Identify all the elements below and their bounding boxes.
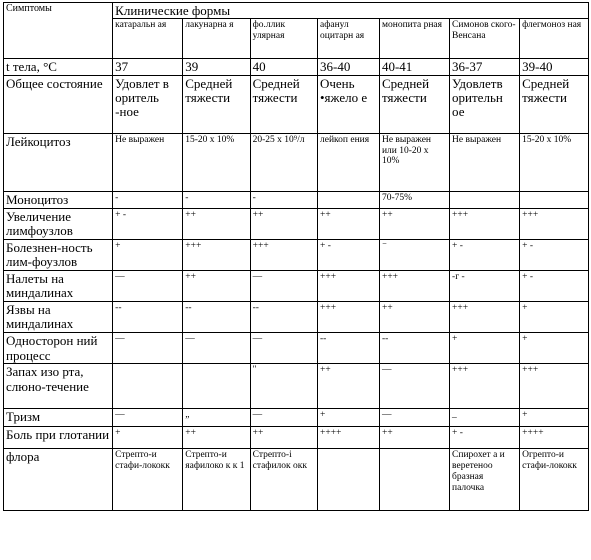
value-cell: Очень •яжело е	[317, 75, 379, 133]
form-header: лакунарна я	[183, 19, 250, 59]
value-cell: „	[183, 409, 250, 427]
header-symptoms: Симптомы	[4, 3, 113, 59]
value-cell: —	[183, 332, 250, 363]
value-cell: Средней тяжести	[183, 75, 250, 133]
value-cell: "	[250, 364, 317, 409]
value-cell: 36-40	[317, 59, 379, 76]
value-cell: 15-20 х 10%	[183, 133, 250, 191]
value-cell: —	[250, 332, 317, 363]
value-cell: +	[450, 332, 520, 363]
value-cell: —	[113, 409, 183, 427]
value-cell: 20-25 х 10⁹/л	[250, 133, 317, 191]
value-cell: ++	[317, 208, 379, 239]
table-row	[4, 75, 589, 133]
value-cell	[520, 191, 589, 208]
table-row	[4, 239, 589, 270]
value-cell: 37	[113, 59, 183, 76]
symptom-cell: Общее состояние	[4, 75, 113, 133]
form-header: флегмоноз ная	[520, 19, 589, 59]
value-cell: лейкоп ения	[317, 133, 379, 191]
value-cell: Удовлет в оритель -ное	[113, 75, 183, 133]
value-cell: 70-75%	[379, 191, 449, 208]
value-cell	[317, 191, 379, 208]
value-cell: ++	[317, 364, 379, 409]
value-cell: —	[379, 409, 449, 427]
value-cell: +++	[520, 364, 589, 409]
symptom-cell: Моноцитоз	[4, 191, 113, 208]
value-cell: ++	[379, 427, 449, 449]
value-cell: + -	[450, 239, 520, 270]
table-wrapper	[3, 2, 589, 511]
value-cell: +	[317, 409, 379, 427]
value-cell: ⁻	[379, 239, 449, 270]
value-cell: --	[317, 332, 379, 363]
value-cell: ++	[183, 270, 250, 301]
symptom-cell: Односторон ний процесс	[4, 332, 113, 363]
symptom-cell: Лейкоцитоз	[4, 133, 113, 191]
value-cell: +++	[450, 364, 520, 409]
value-cell: Не выражен	[113, 133, 183, 191]
table-row	[4, 449, 589, 511]
value-cell: 39	[183, 59, 250, 76]
form-header: Симонов ского-Венсана	[450, 19, 520, 59]
value-cell: ++	[183, 427, 250, 449]
value-cell: ++	[183, 208, 250, 239]
symptom-cell: флора	[4, 449, 113, 511]
value-cell: + -	[520, 270, 589, 301]
value-cell: + -	[450, 427, 520, 449]
value-cell: --	[379, 332, 449, 363]
value-cell: +++	[250, 239, 317, 270]
value-cell: Стрепто-и стафи-лококк	[113, 449, 183, 511]
value-cell: +	[520, 301, 589, 332]
value-cell: +	[113, 239, 183, 270]
value-cell: +++	[183, 239, 250, 270]
symptom-cell: t тела, °С	[4, 59, 113, 76]
value-cell	[113, 364, 183, 409]
value-cell	[379, 449, 449, 511]
value-cell: Спирохет а и веретеноо бразная палочка	[450, 449, 520, 511]
value-cell: + -	[113, 208, 183, 239]
value-cell: -	[183, 191, 250, 208]
value-cell: 39-40	[520, 59, 589, 76]
value-cell: ++	[250, 208, 317, 239]
value-cell: + -	[317, 239, 379, 270]
clinical-forms-table	[3, 2, 589, 511]
value-cell: + -	[520, 239, 589, 270]
header-row-title	[4, 3, 589, 19]
value-cell: ++	[379, 301, 449, 332]
symptom-cell: Налеты на миндалинах	[4, 270, 113, 301]
value-cell: 40	[250, 59, 317, 76]
value-cell: +	[520, 409, 589, 427]
value-cell: -	[113, 191, 183, 208]
value-cell: --	[250, 301, 317, 332]
value-cell: +++	[450, 208, 520, 239]
value-cell: +++	[317, 301, 379, 332]
symptom-cell: Тризм	[4, 409, 113, 427]
form-header: катаральн ая	[113, 19, 183, 59]
value-cell: ++	[379, 208, 449, 239]
value-cell: —	[250, 409, 317, 427]
value-cell: +++	[317, 270, 379, 301]
value-cell	[450, 191, 520, 208]
value-cell: 15-20 х 10%	[520, 133, 589, 191]
value-cell: Огрепто-и стафи-лококк	[520, 449, 589, 511]
value-cell: 36-37	[450, 59, 520, 76]
form-header: фо.ллик улярная	[250, 19, 317, 59]
value-cell: -	[250, 191, 317, 208]
value-cell: _	[450, 409, 520, 427]
value-cell: —	[250, 270, 317, 301]
value-cell: —	[113, 332, 183, 363]
table-row	[4, 191, 589, 208]
value-cell	[317, 449, 379, 511]
form-header: монопита рная	[379, 19, 449, 59]
value-cell: Средней тяжести	[520, 75, 589, 133]
value-cell: +++	[520, 208, 589, 239]
value-cell: Средней тяжести	[250, 75, 317, 133]
value-cell: ++++	[317, 427, 379, 449]
value-cell: Не выражен	[450, 133, 520, 191]
table-row	[4, 364, 589, 409]
value-cell: ++	[250, 427, 317, 449]
value-cell: +	[520, 332, 589, 363]
value-cell: Средней тяжести	[379, 75, 449, 133]
value-cell: --	[113, 301, 183, 332]
table-row	[4, 427, 589, 449]
value-cell: -г -	[450, 270, 520, 301]
value-cell: --	[183, 301, 250, 332]
symptom-cell: Болезнен-ность лим-фоузлов	[4, 239, 113, 270]
value-cell: +++	[379, 270, 449, 301]
value-cell: +++	[450, 301, 520, 332]
symptom-cell: Запах изо рта, слюно-течение	[4, 364, 113, 409]
value-cell: Стрепто-і стафилок окк	[250, 449, 317, 511]
table-row	[4, 409, 589, 427]
symptom-cell: Боль при глотании	[4, 427, 113, 449]
value-cell: Не выражен или 10-20 х 10%	[379, 133, 449, 191]
value-cell: —	[379, 364, 449, 409]
value-cell: 40-41	[379, 59, 449, 76]
table-row	[4, 59, 589, 76]
form-header: афанул оцитарн ая	[317, 19, 379, 59]
value-cell: —	[113, 270, 183, 301]
value-cell: +	[113, 427, 183, 449]
table-row	[4, 270, 589, 301]
table-row	[4, 133, 589, 191]
table-row	[4, 208, 589, 239]
table-row	[4, 301, 589, 332]
value-cell: Стрепто-и яафилоко к к 1	[183, 449, 250, 511]
value-cell: Удовлетв орительн ое	[450, 75, 520, 133]
symptom-cell: Увеличение лимфоузлов	[4, 208, 113, 239]
symptom-cell: Язвы на миндалинах	[4, 301, 113, 332]
value-cell	[183, 364, 250, 409]
header-clinical-forms: Клинические формы	[113, 3, 589, 19]
value-cell: ++++	[520, 427, 589, 449]
table-row	[4, 332, 589, 363]
